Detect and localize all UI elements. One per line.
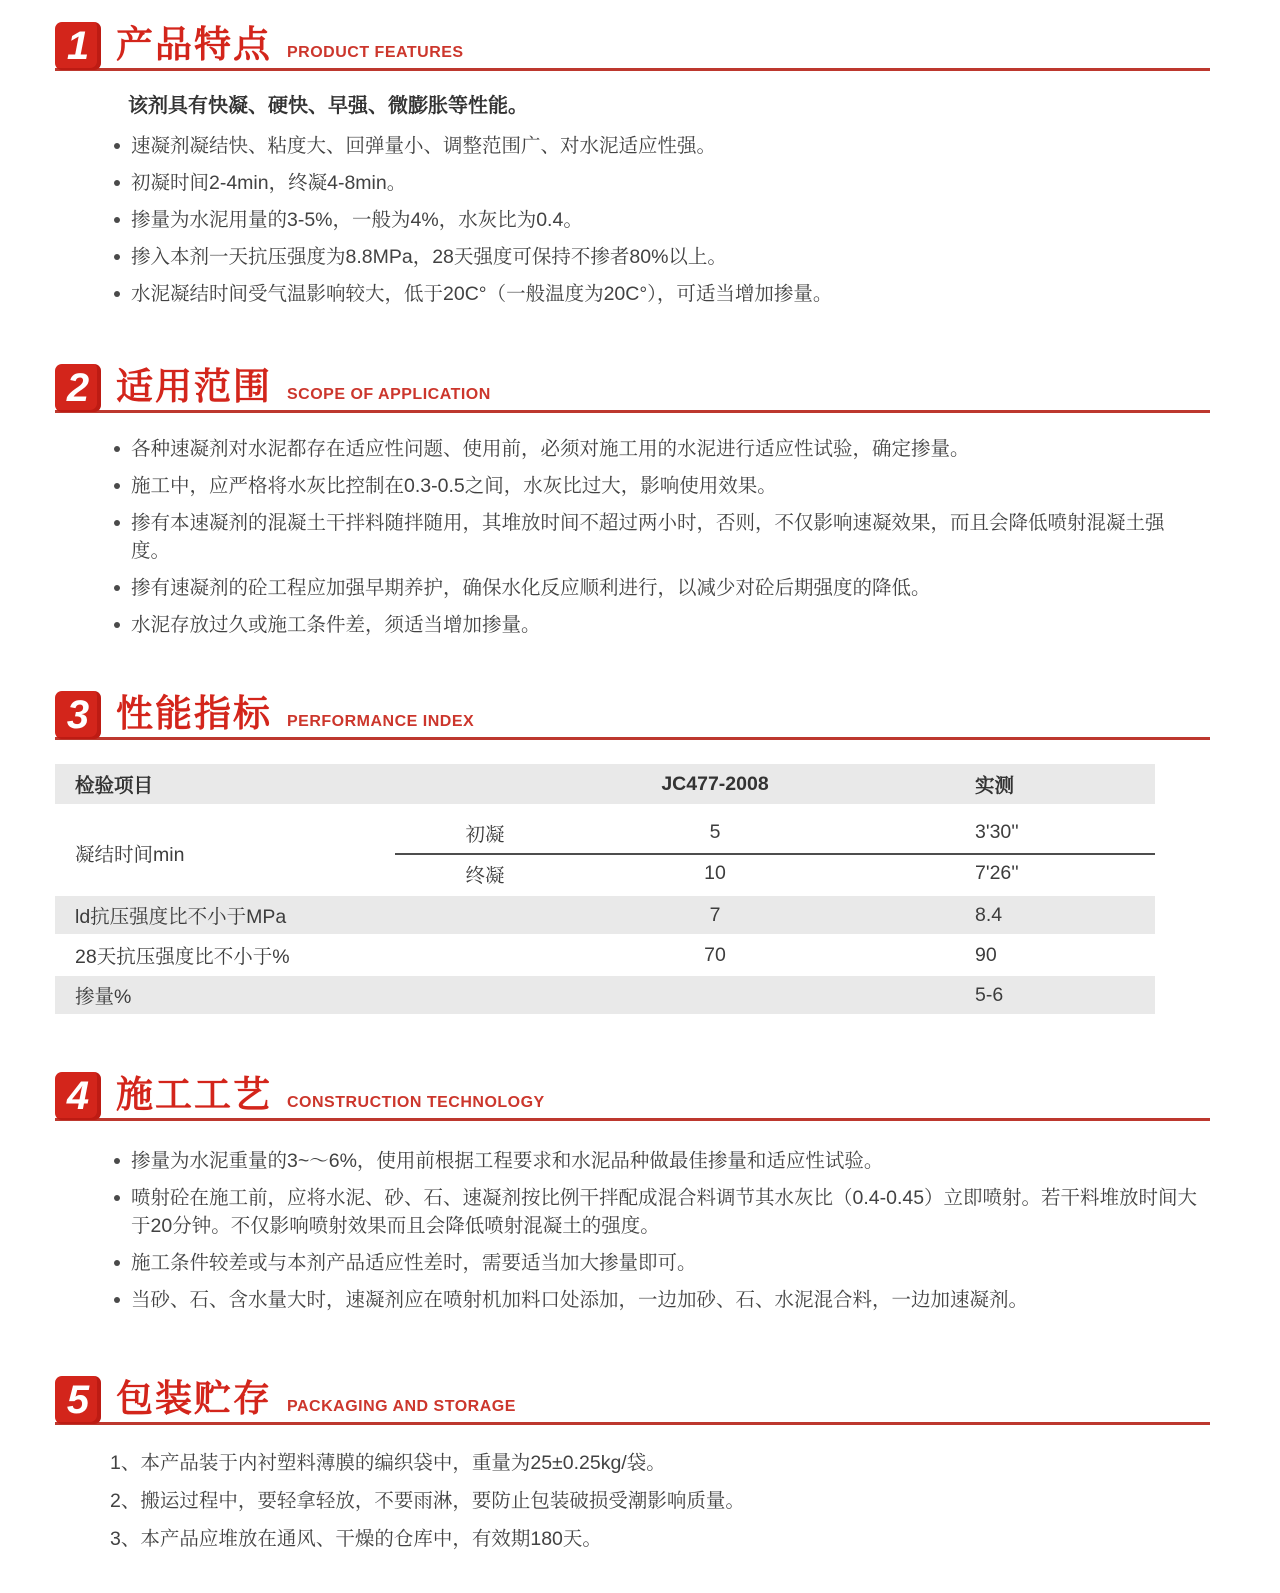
- section-2-bullet-list: [110, 435, 1210, 639]
- bullet-item: 掺量为水泥用量的3-5%，一般为4%，水灰比为0.4。: [110, 206, 1200, 234]
- bullet-item: 掺量为水泥重量的3~～6%，使用前根据工程要求和水泥品种做最佳掺量和适应性试验。: [110, 1147, 1200, 1175]
- performance-table-header-row: [55, 764, 1155, 804]
- table-cell-standard: 7: [709, 903, 721, 926]
- table-cell-standard: 70: [704, 943, 726, 966]
- table-cell-measured: 3'30'': [975, 821, 1019, 843]
- table-cell-measured: 90: [975, 943, 997, 966]
- section-5-header: [55, 1376, 1210, 1425]
- section-4-number-badge: [55, 1072, 101, 1120]
- section-2-number-badge: [55, 364, 101, 412]
- section-performance-index: [55, 691, 1210, 1014]
- section-construction-technology: [55, 1072, 1210, 1314]
- section-2-number: 2: [66, 365, 90, 410]
- section-3-header: [55, 691, 1210, 740]
- section-4-bullet-list: [110, 1147, 1210, 1314]
- table-cell-measured: 5-6: [975, 983, 1004, 1006]
- section-1-header: [55, 22, 1210, 71]
- section-product-features: [55, 22, 1210, 308]
- section-1-title-zh: 产品特点: [116, 24, 272, 66]
- section-1-number: 1: [66, 23, 90, 68]
- table-cell-standard: 10: [704, 862, 726, 884]
- numbered-item: 2、搬运过程中，要轻拿轻放，不要雨淋，要防止包装破损受潮影响质量。: [110, 1490, 745, 1512]
- performance-table: [55, 764, 1155, 1014]
- table-cell-measured: 7'26'': [975, 862, 1019, 884]
- bullet-item: 速凝剂凝结快、粘度大、回弹量小、调整范围广、对水泥适应性强。: [110, 132, 1200, 160]
- table-row: [55, 936, 1155, 974]
- section-5-title-zh: 包装贮存: [116, 1378, 272, 1420]
- section-3-title-en: PERFORMANCE INDEX: [287, 713, 475, 730]
- section-3-title-zh: 性能指标: [116, 693, 272, 735]
- section-2-title-zh: 适用范围: [116, 366, 272, 408]
- table-cell-sub: 初凝: [465, 823, 505, 846]
- bullet-item: 各种速凝剂对水泥都存在适应性问题、使用前，必须对施工用的水泥进行适应性试验，确定掺量。: [110, 435, 1200, 463]
- numbered-item: 1、本产品装于内衬塑料薄膜的编织袋中，重量为25±0.25kg/袋。: [110, 1452, 666, 1474]
- section-2-title-en: SCOPE OF APPLICATION: [287, 386, 491, 403]
- section-scope-of-application: [55, 364, 1210, 639]
- bullet-item: 施工中，应严格将水灰比控制在0.3-0.5之间，水灰比过大，影响使用效果。: [110, 472, 1200, 500]
- numbered-item: 3、本产品应堆放在通风、干燥的仓库中，有效期180天。: [110, 1528, 602, 1550]
- bullet-item: 水泥凝结时间受气温影响较大，低于20C°（一般温度为20C°），可适当增加掺量。: [110, 280, 1200, 308]
- section-5-title-en: PACKAGING AND STORAGE: [287, 1398, 516, 1415]
- table-cell-sub: 终凝: [465, 864, 505, 887]
- bullet-item: 喷射砼在施工前，应将水泥、砂、石、速凝剂按比例干拌配成混合料调节其水灰比（0.4-0.45）立即喷射。若干料堆放时间大于20分钟。不仅影响喷射效果而且会降低喷射混凝土的强度。: [110, 1184, 1200, 1240]
- bullet-item: 当砂、石、含水量大时，速凝剂应在喷射机加料口处添加，一边加砂、石、水泥混合料，一边加速凝剂。: [110, 1286, 1200, 1314]
- table-row: [55, 976, 1155, 1014]
- section-3-number: 3: [66, 692, 90, 737]
- section-3-number-badge: [55, 691, 101, 739]
- bullet-item: 掺入本剂一天抗压强度为8.8MPa，28天强度可保持不掺者80%以上。: [110, 243, 1200, 271]
- bullet-item: 初凝时间2-4min，终凝4-8min。: [110, 169, 1200, 197]
- section-4-number: 4: [66, 1073, 90, 1118]
- section-1-bullet-list: [110, 132, 1210, 308]
- bullet-item: 掺有速凝剂的砼工程应加强早期养护，确保水化反应顺利进行，以减少对砼后期强度的降低。: [110, 574, 1200, 602]
- bullet-item: 水泥存放过久或施工条件差，须适当增加掺量。: [110, 611, 1200, 639]
- section-5-number: 5: [66, 1377, 90, 1422]
- section-2-header: [55, 364, 1210, 413]
- section-packaging-storage: [55, 1376, 1210, 1553]
- table-header-measured: 实测: [975, 775, 1015, 797]
- section-1-title-en: PRODUCT FEATURES: [287, 44, 464, 61]
- section-4-title-en: CONSTRUCTION TECHNOLOGY: [287, 1094, 545, 1111]
- section-1-number-badge: [55, 22, 101, 70]
- section-5-numbered-list: [110, 1449, 1210, 1553]
- section-4-header: [55, 1072, 1210, 1121]
- table-row: [55, 896, 1155, 934]
- table-header-standard: JC477-2008: [661, 772, 769, 795]
- section-1-intro: 该剂具有快凝、硬快、早强、微膨胀等性能。: [128, 95, 528, 117]
- table-cell-item: ld抗压强度比不小于MPa: [75, 906, 287, 928]
- section-4-title-zh: 施工工艺: [116, 1074, 272, 1116]
- bullet-item: 施工条件较差或与本剂产品适应性差时，需要适当加大掺量即可。: [110, 1249, 1200, 1277]
- section-5-number-badge: [55, 1376, 101, 1424]
- table-cell-measured: 8.4: [975, 903, 1003, 926]
- bullet-item: 掺有本速凝剂的混凝土干拌料随拌随用，其堆放时间不超过两小时，否则，不仅影响速凝效果，而且会降低喷射混凝土强度。: [110, 509, 1200, 565]
- setting-time-rowgroup: [55, 812, 1155, 894]
- table-sub-divider: [395, 853, 1155, 855]
- table-cell-item: 掺量%: [75, 986, 132, 1008]
- table-cell-item: 28天抗压强度比不小于%: [75, 946, 290, 968]
- table-cell-standard: 5: [709, 821, 721, 843]
- table-cell-item: 凝结时间min: [75, 844, 185, 866]
- table-header-item: 检验项目: [75, 775, 154, 797]
